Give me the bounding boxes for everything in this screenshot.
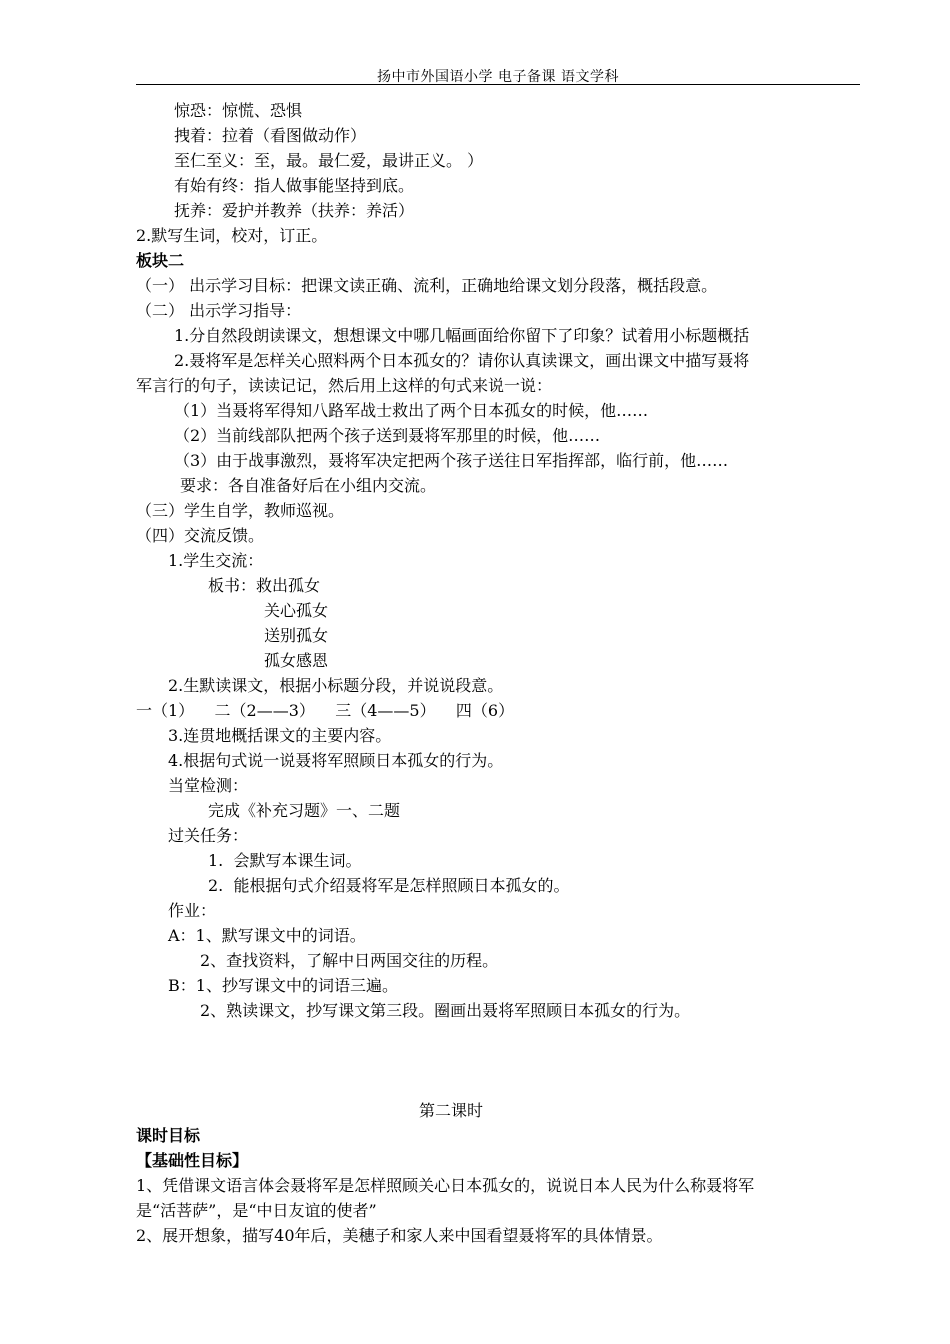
vocab-line: 抚养：爱护并教养（扶养：养活）	[174, 201, 415, 220]
goal-line: 1、凭借课文语言体会聂将军是怎样照顾关心日本孤女的，说说日本人民为什么称聂将军	[136, 1176, 755, 1195]
step-line: （二） 出示学习指导：	[136, 301, 302, 320]
blackboard-line: 板书：救出孤女	[208, 576, 321, 595]
homework-line: A：1、默写课文中的词语。	[168, 926, 366, 945]
page-header: 扬中市外国语小学 电子备课 语文学科	[377, 69, 619, 85]
goal-line: 是“活菩萨”，是“中日友谊的使者”	[136, 1201, 377, 1220]
goal-line: 2、展开想象，描写40年后，美穗子和家人来中国看望聂将军的具体情景。	[136, 1226, 663, 1245]
subheading: 作业：	[168, 901, 217, 920]
section-heading: 板块二	[136, 251, 185, 270]
subheading: 当堂检测：	[168, 776, 249, 795]
homework-line: 2、熟读课文，抄写课文第三段。圈画出聂将军照顾日本孤女的行为。	[200, 1001, 691, 1020]
vocab-line: 有始有终：指人做事能坚持到底。	[174, 176, 415, 195]
paragraph-division: 一（1） 二（2——3） 三（4——5） 四（6）	[136, 701, 515, 720]
lesson-title: 第二课时	[418, 1101, 483, 1120]
check-line: 完成《补充习题》一、二题	[208, 801, 401, 820]
vocab-line: 至仁至义：至，最。最仁爱，最讲正义。 ）	[174, 151, 484, 170]
step-line: 2.生默读课文，根据小标题分段，并说说段意。	[168, 676, 504, 695]
header-divider	[136, 84, 860, 85]
step-line: 1.学生交流：	[168, 551, 264, 570]
step-line: 2.默写生词，校对，订正。	[136, 226, 328, 245]
step-line: 4.根据句式说一说聂将军照顾日本孤女的行为。	[168, 751, 504, 770]
blackboard-line: 送别孤女	[264, 626, 329, 645]
homework-line: B：1、抄写课文中的词语三遍。	[168, 976, 398, 995]
vocab-line: 惊恐：惊慌、恐惧	[174, 101, 303, 120]
vocab-line: 拽着：拉着（看图做动作）	[174, 126, 367, 145]
goals-heading: 课时目标	[136, 1126, 201, 1145]
step-line: （三）学生自学，教师巡视。	[136, 501, 345, 520]
task-line: 1. 会默写本课生词。	[208, 851, 362, 870]
step-line: 3.连贯地概括课文的主要内容。	[168, 726, 392, 745]
step-line: （四）交流反馈。	[136, 526, 265, 545]
homework-line: 2、查找资料，了解中日两国交往的历程。	[200, 951, 499, 970]
basic-goals-heading: 【基础性目标】	[136, 1151, 249, 1170]
task-line: 2. 能根据句式介绍聂将军是怎样照顾日本孤女的。	[208, 876, 570, 895]
blackboard-line: 关心孤女	[264, 601, 329, 620]
blackboard-line: 孤女感恩	[264, 651, 329, 670]
guide-line: 军言行的句子，读读记记，然后用上这样的句式来说一说：	[136, 376, 553, 395]
spacer	[136, 1023, 866, 1098]
sentence-pattern: （1）当聂将军得知八路军战士救出了两个日本孤女的时候，他……	[174, 401, 649, 420]
document-body	[136, 98, 866, 1248]
sentence-pattern: （3）由于战事激烈，聂将军决定把两个孩子送往日军指挥部，临行前，他……	[174, 451, 729, 470]
sentence-pattern: （2）当前线部队把两个孩子送到聂将军那里的时候，他……	[174, 426, 601, 445]
step-line: （一） 出示学习目标：把课文读正确、流利，正确地给课文划分段落，概括段意。	[136, 276, 718, 295]
requirement-line: 要求：各自准备好后在小组内交流。	[180, 476, 437, 495]
guide-line: 1.分自然段朗读课文，想想课文中哪几幅画面给你留下了印象？试着用小标题概括	[174, 326, 750, 345]
guide-line: 2.聂将军是怎样关心照料两个日本孤女的？请你认真读课文，画出课文中描写聂将	[174, 351, 750, 370]
subheading: 过关任务：	[168, 826, 249, 845]
